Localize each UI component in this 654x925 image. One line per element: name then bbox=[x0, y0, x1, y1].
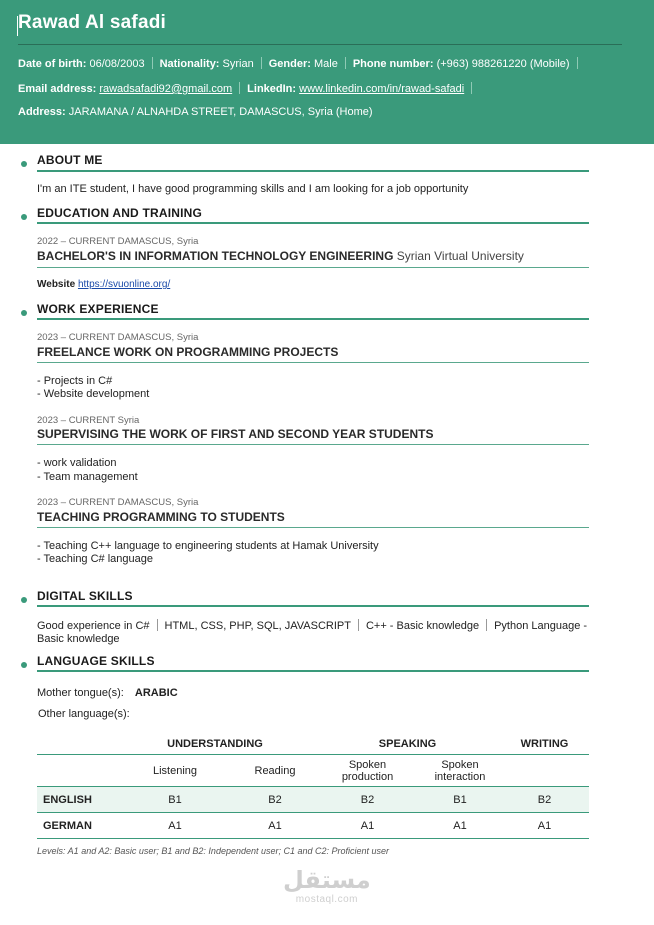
about-title: ABOUT ME bbox=[37, 153, 103, 167]
level-cell: B1 bbox=[420, 787, 500, 813]
watermark-latin: mostaql.com bbox=[295, 894, 358, 905]
job-line: - work validation bbox=[37, 457, 117, 469]
work-title: WORK EXPERIENCE bbox=[37, 302, 159, 316]
gender-label: Gender: bbox=[268, 58, 311, 70]
section-bullet-icon bbox=[21, 597, 27, 603]
website-label: Website bbox=[37, 279, 76, 290]
spoken-interaction-header: Spoken interaction bbox=[420, 755, 500, 787]
phone-label: Phone number: bbox=[352, 58, 434, 70]
mother-tongue-label: Mother tongue(s): bbox=[37, 687, 124, 699]
phone-value: (+963) 988261220 (Mobile) bbox=[436, 58, 570, 70]
job-meta: 2023 – CURRENT Syria bbox=[37, 415, 140, 426]
level-cell: B2 bbox=[315, 787, 420, 813]
table-row bbox=[37, 787, 589, 813]
skill-item: C++ - Basic knowledge bbox=[365, 620, 480, 632]
job-title: FREELANCE WORK ON PROGRAMMING PROJECTS bbox=[37, 345, 339, 359]
speaking-header: SPEAKING bbox=[315, 733, 500, 755]
table-subheader-row bbox=[37, 755, 589, 787]
address-row bbox=[18, 106, 373, 118]
digital-title: DIGITAL SKILLS bbox=[37, 589, 133, 603]
dob-label: Date of birth: bbox=[18, 58, 87, 70]
address-value: JARAMANA / ALNAHDA STREET, DAMASCUS, Syria (Home) bbox=[68, 106, 373, 118]
listening-header: Listening bbox=[115, 755, 235, 787]
section-bullet-icon bbox=[21, 662, 27, 668]
job-title: SUPERVISING THE WORK OF FIRST AND SECOND YEAR STUDENTS bbox=[37, 427, 434, 441]
level-cell: A1 bbox=[315, 813, 420, 839]
section-bullet-icon bbox=[21, 161, 27, 167]
mother-tongue-value: ARABIC bbox=[134, 687, 178, 699]
level-cell: B2 bbox=[500, 787, 589, 813]
institution-name: Syrian Virtual University bbox=[396, 249, 524, 263]
item-divider bbox=[37, 527, 589, 528]
understanding-header: UNDERSTANDING bbox=[115, 733, 315, 755]
job-line: - Teaching C# language bbox=[37, 553, 153, 565]
nationality-label: Nationality: bbox=[159, 58, 220, 70]
section-divider bbox=[37, 170, 589, 172]
job-line: - Teaching C++ language to engineering students at Hamak University bbox=[37, 540, 379, 552]
job-line: - Team management bbox=[37, 471, 138, 483]
education-degree bbox=[37, 249, 524, 263]
job-meta: 2023 – CURRENT DAMASCUS, Syria bbox=[37, 497, 199, 508]
section-divider bbox=[37, 670, 589, 672]
email-link[interactable]: rawadsafadi92@gmail.com bbox=[99, 83, 233, 95]
personal-info-row bbox=[18, 57, 585, 70]
email-label: Email address: bbox=[18, 83, 97, 95]
dob-value: 06/08/2003 bbox=[89, 58, 145, 70]
item-divider bbox=[37, 267, 589, 268]
degree-title: BACHELOR'S IN INFORMATION TECHNOLOGY ENGINEERING bbox=[37, 249, 394, 263]
website-row bbox=[37, 279, 170, 290]
spoken-production-header: Spoken production bbox=[315, 755, 420, 787]
other-languages-label: Other language(s): bbox=[38, 708, 130, 720]
level-cell: B1 bbox=[115, 787, 235, 813]
nationality-value: Syrian bbox=[222, 58, 254, 70]
section-divider bbox=[37, 605, 589, 607]
reading-header: Reading bbox=[235, 755, 315, 787]
section-divider bbox=[37, 318, 589, 320]
item-divider bbox=[37, 444, 589, 445]
digital-skills-list bbox=[37, 619, 593, 646]
writing-header: WRITING bbox=[500, 733, 589, 755]
candidate-name: Rawad Al safadi bbox=[18, 12, 167, 33]
watermark-arabic: مستقل bbox=[283, 866, 371, 894]
skill-item: HTML, CSS, PHP, SQL, JAVASCRIPT bbox=[164, 620, 351, 632]
about-text: I'm an ITE student, I have good programming skills and I am looking for a job opportunity bbox=[37, 183, 469, 195]
table-header-row bbox=[37, 733, 589, 755]
header-banner bbox=[0, 0, 654, 144]
linkedin-link[interactable]: www.linkedin.com/in/rawad-safadi bbox=[299, 83, 465, 95]
education-title: EDUCATION AND TRAINING bbox=[37, 206, 203, 220]
linkedin-label: LinkedIn: bbox=[247, 83, 297, 95]
skill-item: Good experience in C# bbox=[37, 620, 150, 632]
language-table bbox=[37, 733, 589, 839]
section-divider bbox=[37, 222, 589, 224]
name-divider bbox=[18, 44, 622, 45]
mother-tongue-row bbox=[37, 687, 178, 699]
level-cell: A1 bbox=[235, 813, 315, 839]
contact-row bbox=[18, 82, 479, 95]
language-name: GERMAN bbox=[37, 813, 115, 839]
job-meta: 2023 – CURRENT DAMASCUS, Syria bbox=[37, 332, 199, 343]
job-title: TEACHING PROGRAMMING TO STUDENTS bbox=[37, 510, 285, 524]
website-link[interactable]: https://svuonline.org/ bbox=[77, 279, 171, 290]
language-name: ENGLISH bbox=[37, 787, 115, 813]
level-cell: B2 bbox=[235, 787, 315, 813]
table-row bbox=[37, 813, 589, 839]
skill-item: Python Language - Basic knowledge bbox=[37, 620, 588, 645]
section-bullet-icon bbox=[21, 214, 27, 220]
level-cell: A1 bbox=[500, 813, 589, 839]
job-line: - Projects in C# bbox=[37, 375, 113, 387]
item-divider bbox=[37, 362, 589, 363]
section-bullet-icon bbox=[21, 310, 27, 316]
watermark-logo bbox=[283, 866, 371, 905]
language-title: LANGUAGE SKILLS bbox=[37, 654, 155, 668]
level-cell: A1 bbox=[115, 813, 235, 839]
job-line: - Website development bbox=[37, 388, 150, 400]
levels-note: Levels: A1 and A2: Basic user; B1 and B2: Independent user; C1 and C2: Proficient user bbox=[37, 846, 390, 856]
level-cell: A1 bbox=[420, 813, 500, 839]
gender-value: Male bbox=[313, 58, 338, 70]
education-meta: 2022 – CURRENT DAMASCUS, Syria bbox=[37, 236, 199, 247]
address-label: Address: bbox=[18, 106, 66, 118]
